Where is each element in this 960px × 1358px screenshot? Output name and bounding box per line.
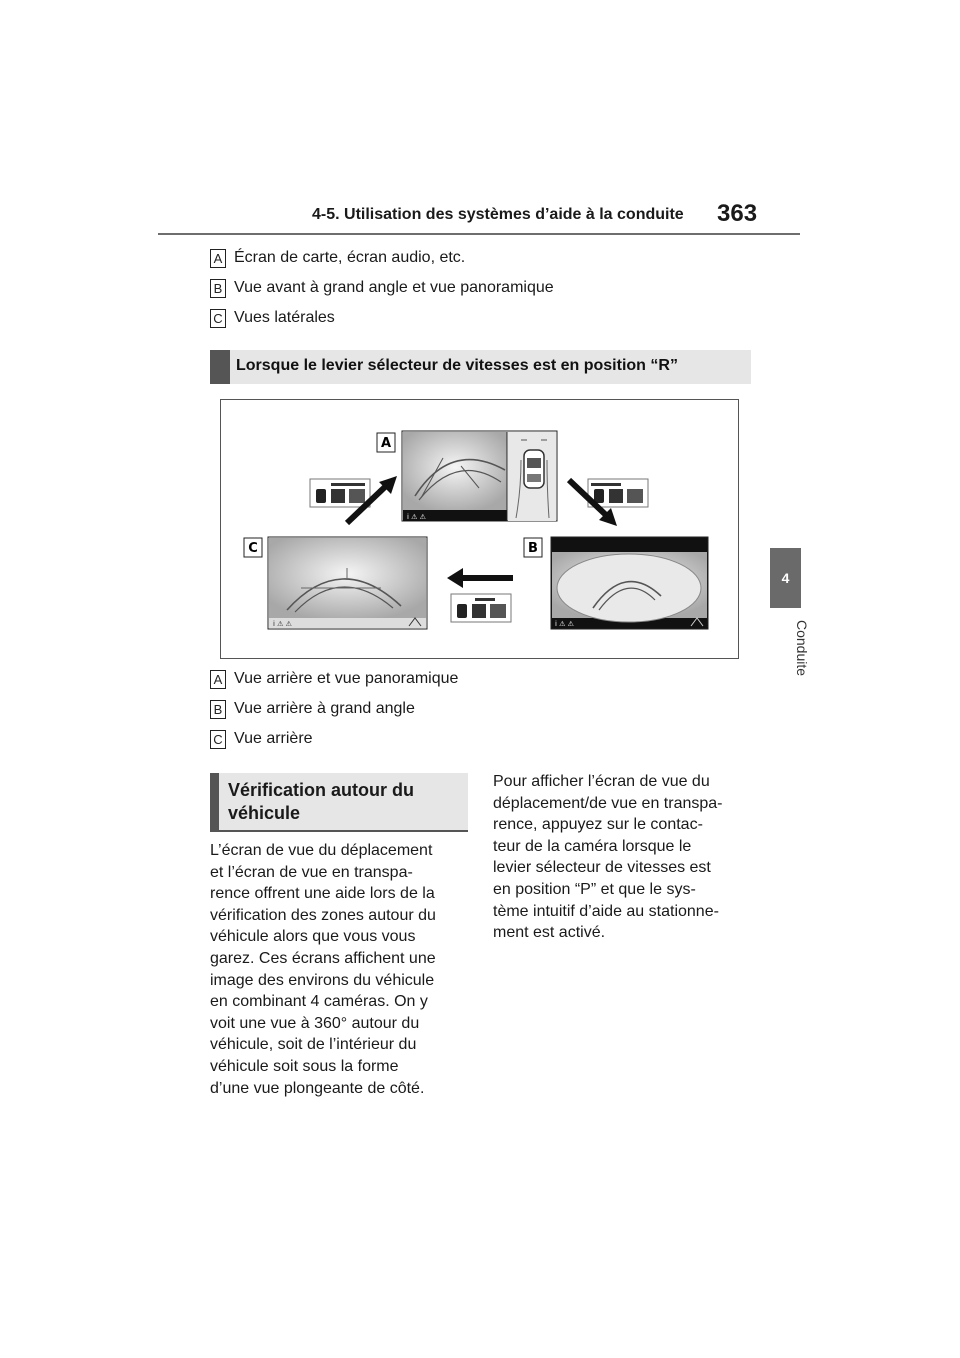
list-item-text: Vue avant à grand angle et vue panoramique bbox=[234, 279, 554, 296]
text-line: rence, appuyez sur le contac- bbox=[493, 816, 703, 834]
screen-c bbox=[268, 537, 427, 629]
marker-b: B bbox=[210, 279, 226, 298]
text-line: teur de la caméra lorsque le bbox=[493, 837, 692, 855]
text-line: vérification des zones autour du bbox=[210, 906, 436, 924]
section-title-line: véhicule bbox=[228, 803, 301, 823]
marker-c: C bbox=[210, 730, 226, 749]
list-item bbox=[210, 669, 458, 689]
text-line: et l’écran de vue en transpa- bbox=[210, 863, 413, 881]
list-item-text: Vues latérales bbox=[234, 309, 335, 326]
figure-marker-b: B bbox=[528, 541, 538, 556]
list-item-text: Vue arrière à grand angle bbox=[234, 700, 415, 717]
switch-panel-left bbox=[310, 479, 370, 507]
switch-panel-center bbox=[451, 594, 511, 622]
text-line: véhicule alors que vous vous bbox=[210, 928, 416, 946]
chapter-label: Conduite bbox=[794, 620, 810, 677]
list-item-text: Vue arrière et vue panoramique bbox=[234, 670, 459, 687]
text-line: véhicule soit sous la forme bbox=[210, 1057, 399, 1075]
marker-a: A bbox=[210, 670, 226, 689]
screen-b bbox=[551, 537, 708, 629]
section-heading bbox=[210, 773, 468, 830]
banner-text: Lorsque le levier sélecteur de vitesses est en position “R” bbox=[236, 357, 678, 374]
section-title-line: Vérification autour du bbox=[228, 780, 415, 800]
text-line: garez. Ces écrans affichent une bbox=[210, 949, 436, 967]
figure-marker-a: A bbox=[380, 436, 392, 451]
section-title-text bbox=[228, 779, 414, 825]
camera-screens-figure bbox=[220, 399, 739, 659]
section-title: 4-5. Utilisation des systèmes d’aide à la conduite bbox=[312, 206, 684, 223]
condition-banner bbox=[210, 350, 751, 384]
text-line: image des environs du véhicule bbox=[210, 971, 435, 989]
section-divider bbox=[210, 830, 468, 832]
marker-a: A bbox=[210, 249, 226, 268]
page-number: 363 bbox=[717, 200, 758, 227]
text-line: véhicule, soit de l’intérieur du bbox=[210, 1036, 417, 1054]
list-item bbox=[210, 699, 415, 719]
marker-b: B bbox=[210, 700, 226, 719]
text-line: Pour afficher l’écran de vue du bbox=[493, 773, 710, 790]
body-text-right bbox=[493, 771, 763, 944]
figure-illustration bbox=[221, 400, 738, 658]
text-line: L’écran de vue du déplacement bbox=[210, 842, 433, 859]
header-divider bbox=[158, 233, 800, 235]
list-item bbox=[210, 248, 465, 268]
body-text-left bbox=[210, 840, 480, 1099]
svg-text:i ⚠ ⚠: i ⚠ ⚠ bbox=[273, 620, 292, 628]
svg-text:i ⚠ ⚠: i ⚠ ⚠ bbox=[555, 620, 574, 628]
list-item-text: Écran de carte, écran audio, etc. bbox=[234, 249, 466, 266]
screen-a bbox=[402, 431, 557, 521]
text-line: d’une vue plongeante de côté. bbox=[210, 1079, 425, 1097]
figure-marker-c: C bbox=[248, 541, 258, 556]
list-item-text: Vue arrière bbox=[234, 730, 313, 747]
text-line: voit une vue à 360° autour du bbox=[210, 1014, 420, 1032]
text-line: tème intuitif d’aide au stationne- bbox=[493, 902, 719, 920]
text-line: en position “P” et que le sys- bbox=[493, 880, 696, 898]
list-item bbox=[210, 308, 335, 328]
text-line: levier sélecteur de vitesses est bbox=[493, 859, 711, 877]
text-line: rence offrent une aide lors de la bbox=[210, 885, 435, 903]
text-line: déplacement/de vue en transpa- bbox=[493, 794, 723, 812]
marker-c: C bbox=[210, 309, 226, 328]
chapter-tab: 4 bbox=[770, 548, 801, 608]
section-accent bbox=[210, 773, 219, 830]
text-line: en combinant 4 caméras. On y bbox=[210, 993, 428, 1011]
banner-accent bbox=[210, 350, 230, 384]
arrow-b-to-c bbox=[447, 568, 513, 588]
text-line: ment est activé. bbox=[493, 924, 606, 942]
list-item bbox=[210, 729, 313, 749]
svg-text:i ⚠ ⚠: i ⚠ ⚠ bbox=[407, 513, 426, 521]
list-item bbox=[210, 278, 554, 298]
